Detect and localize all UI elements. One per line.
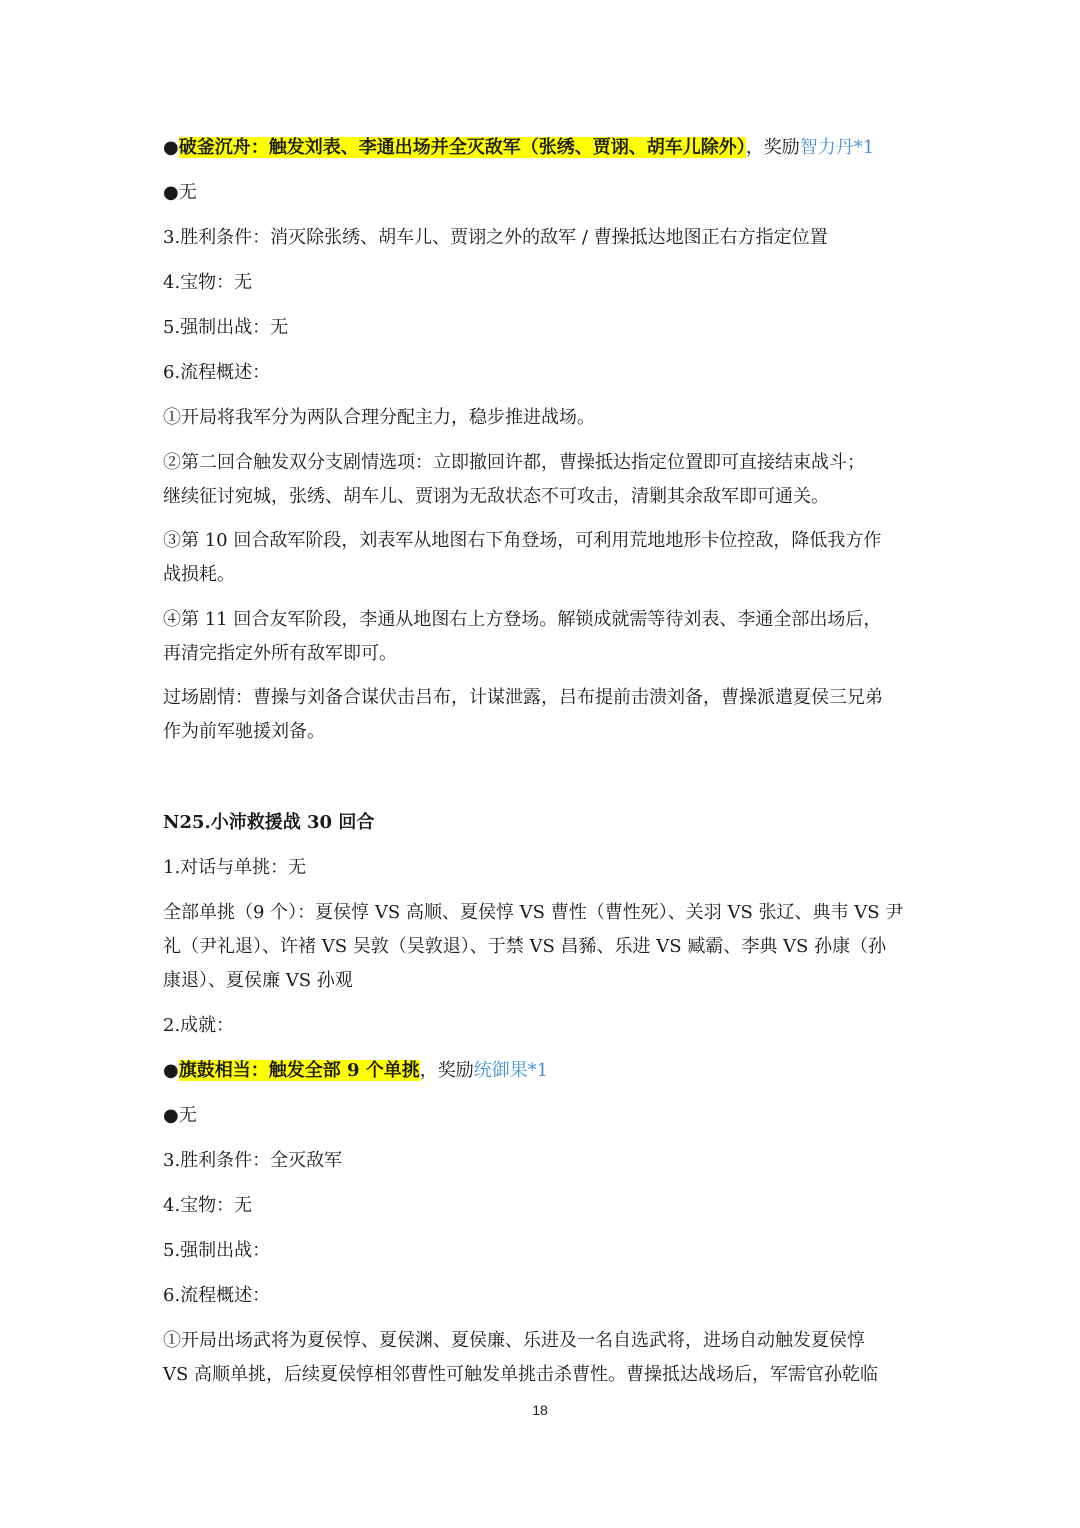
duels-line-a: 全部单挑（9 个）：夏侯惇 VS 高顺、夏侯惇 VS 曹性（曹性死）、关羽 VS 张辽、典韦 VS 尹 <box>163 902 904 923</box>
treasure-line-1: 4.宝物：无 <box>163 272 253 293</box>
reward-prefix: ，奖励 <box>745 137 800 158</box>
flow-header-2: 6.流程概述： <box>163 1285 271 1306</box>
duels-line-c: 康退）、夏侯廉 VS 孙观 <box>163 970 353 991</box>
step-3-line-a: ③第 10 回合敌军阶段，刘表军从地图右下角登场，可利用荒地地形卡位控敌，降低我方作 <box>163 530 882 551</box>
reward-item-link[interactable]: 智力丹*1 <box>799 137 875 158</box>
forced-sortie-1: 5.强制出战：无 <box>163 317 289 338</box>
achievement-line-2 <box>163 1054 933 1088</box>
bullet: ● <box>163 137 179 158</box>
cutscene-line-a: 过场剧情：曹操与刘备合谋伏击吕布，计谋泄露，吕布提前击溃刘备，曹操派遣夏侯三兄弟 <box>163 687 883 708</box>
achievement-title-highlight: 旗鼓相当：触发全部 9 个单挑 <box>178 1060 420 1081</box>
reward-prefix: ，奖励 <box>419 1060 474 1081</box>
duels-line-b: 礼（尹礼退）、许褚 VS 吴敦（吴敦退）、于禁 VS 昌豨、乐进 VS 臧霸、李典 VS 孙康（孙 <box>163 936 887 957</box>
achievement-header: 2.成就： <box>163 1015 235 1036</box>
achievement-title-highlight: 破釜沉舟：触发刘表、李通出场并全灭敌军（张绣、贾诩、胡车儿除外） <box>178 137 746 158</box>
achievement-line-1 <box>163 131 933 165</box>
flow-header-1: 6.流程概述： <box>163 362 271 383</box>
victory-condition-2: 3.胜利条件：全灭敌军 <box>163 1150 343 1171</box>
step-4-line-a: ④第 11 回合友军阶段，李通从地图右上方登场。解锁成就需等待刘表、李通全部出场后， <box>163 609 882 630</box>
page-number: 18 <box>532 1402 548 1418</box>
step-1: ①开局将我军分为两队合理分配主力，稳步推进战场。 <box>163 407 595 428</box>
reward-item-link[interactable]: 统御果*1 <box>473 1060 549 1081</box>
step-3-line-b: 战损耗。 <box>163 564 235 585</box>
step-2-line-b: 继续征讨宛城，张绣、胡车儿、贾诩为无敌状态不可攻击，清剿其余敌军即可通关。 <box>163 486 829 507</box>
forced-sortie-2: 5.强制出战： <box>163 1240 271 1261</box>
treasure-line-2: 4.宝物：无 <box>163 1195 253 1216</box>
dialogue-duel-line: 1.对话与单挑：无 <box>163 857 307 878</box>
cutscene-line-b: 作为前军驰援刘备。 <box>163 721 325 742</box>
step-5-line-a: ①开局出场武将为夏侯惇、夏侯渊、夏侯廉、乐进及一名自选武将，进场自动触发夏侯惇 <box>163 1330 865 1351</box>
victory-condition-1: 3.胜利条件：消灭除张绣、胡车儿、贾诩之外的敌军 / 曹操抵达地图正右方指定位置 <box>163 227 828 248</box>
step-4-line-b: 再清完指定外所有敌军即可。 <box>163 643 397 664</box>
none-line-2: ●无 <box>163 1105 197 1126</box>
step-5-line-b: VS 高顺单挑，后续夏侯惇相邻曹性可触发单挑击杀曹性。曹操抵达战场后，军需官孙乾临 <box>163 1364 879 1385</box>
none-line-1: ●无 <box>163 182 197 203</box>
chapter-title: N25.小沛救援战 30 回合 <box>163 812 375 833</box>
bullet: ● <box>163 1060 179 1081</box>
step-2-line-a: ②第二回合触发双分支剧情选项：立即撤回许都，曹操抵达指定位置即可直接结束战斗； <box>163 452 865 473</box>
